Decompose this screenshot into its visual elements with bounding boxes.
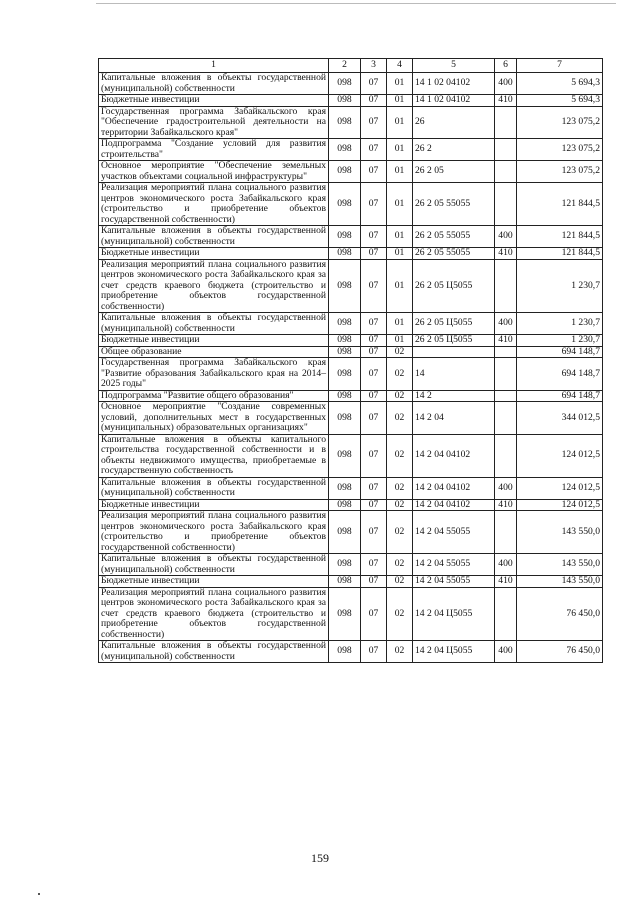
row-target-article: 14 2 04 Ц5055 [413,641,495,663]
row-section-code: 07 [361,226,387,248]
row-name: Бюджетные инвестиции [99,95,329,107]
budget-table [98,58,603,663]
table-row [99,95,603,107]
row-expense-type: 410 [495,95,517,107]
row-subsection-code: 01 [387,161,413,183]
row-subsection-code: 01 [387,139,413,161]
row-expense-type [495,346,517,358]
row-expense-type: 410 [495,335,517,347]
row-target-article: 14 1 02 04102 [413,73,495,95]
row-expense-type [495,139,517,161]
row-amount: 123 075,2 [517,161,603,183]
row-expense-type [495,434,517,477]
row-section-code: 07 [361,248,387,260]
row-target-article: 26 2 05 [413,161,495,183]
row-subsection-code: 02 [387,358,413,391]
row-amount: 5 694,3 [517,73,603,95]
row-section-code: 07 [361,576,387,588]
header-col-2: 2 [329,59,361,73]
row-ministry-code: 098 [329,95,361,107]
table-row [99,313,603,335]
row-ministry-code: 098 [329,183,361,226]
row-amount: 76 450,0 [517,587,603,641]
row-target-article: 26 2 05 Ц5055 [413,259,495,313]
table-row [99,390,603,402]
row-ministry-code: 098 [329,358,361,391]
row-subsection-code: 01 [387,226,413,248]
row-expense-type [495,106,517,139]
row-expense-type: 410 [495,248,517,260]
table-row [99,161,603,183]
table-row [99,511,603,554]
row-name: Государственная программа Забайкальского края "Обеспечение градостроительной деятельности на территории Забайкальского края" [99,106,329,139]
row-expense-type [495,183,517,226]
table-row [99,335,603,347]
row-target-article: 14 2 04 04102 [413,477,495,499]
row-amount: 1 230,7 [517,259,603,313]
row-target-article: 26 2 05 Ц5055 [413,313,495,335]
row-ministry-code: 098 [329,248,361,260]
row-amount: 344 012,5 [517,402,603,435]
row-name: Капитальные вложения в объекты государственной (муниципальной) собственности [99,226,329,248]
row-ministry-code: 098 [329,346,361,358]
row-amount: 143 550,0 [517,576,603,588]
row-section-code: 07 [361,259,387,313]
row-section-code: 07 [361,346,387,358]
row-name: Общее образование [99,346,329,358]
row-ministry-code: 098 [329,73,361,95]
table-row [99,576,603,588]
row-amount: 1 230,7 [517,313,603,335]
table-row [99,259,603,313]
row-amount: 123 075,2 [517,106,603,139]
row-subsection-code: 01 [387,183,413,226]
row-target-article: 26 2 05 55055 [413,183,495,226]
row-section-code: 07 [361,434,387,477]
row-target-article: 14 [413,358,495,391]
row-name: Капитальные вложения в объекты государственной (муниципальной) собственности [99,313,329,335]
row-amount: 5 694,3 [517,95,603,107]
row-name: Основное мероприятие "Создание современных условий, дополнительных мест в государственных (муниципальных) образовательных организациях" [99,402,329,435]
scan-speck [38,893,40,895]
row-ministry-code: 098 [329,139,361,161]
table-row [99,641,603,663]
row-subsection-code: 01 [387,248,413,260]
row-expense-type: 400 [495,554,517,576]
row-subsection-code: 02 [387,576,413,588]
row-target-article: 14 2 04 [413,402,495,435]
row-expense-type: 400 [495,641,517,663]
row-subsection-code: 01 [387,335,413,347]
row-ministry-code: 098 [329,587,361,641]
row-subsection-code: 02 [387,511,413,554]
row-name: Капитальные вложения в объекты государственной (муниципальной) собственности [99,477,329,499]
table-row [99,554,603,576]
row-amount: 694 148,7 [517,358,603,391]
row-section-code: 07 [361,477,387,499]
page-number: 159 [311,851,329,865]
table-row [99,73,603,95]
header-col-6: 6 [495,59,517,73]
row-ministry-code: 098 [329,335,361,347]
row-subsection-code: 02 [387,434,413,477]
header-col-1: 1 [99,59,329,73]
row-section-code: 07 [361,641,387,663]
row-amount: 121 844,5 [517,183,603,226]
table-body [99,73,603,663]
row-name: Капитальные вложения в объекты государственной (муниципальной) собственности [99,554,329,576]
row-name: Подпрограмма "Развитие общего образования" [99,390,329,402]
row-subsection-code: 02 [387,554,413,576]
row-subsection-code: 02 [387,499,413,511]
row-target-article: 26 [413,106,495,139]
table-row [99,499,603,511]
row-section-code: 07 [361,161,387,183]
header-col-5: 5 [413,59,495,73]
row-subsection-code: 01 [387,95,413,107]
row-section-code: 07 [361,511,387,554]
row-expense-type: 400 [495,73,517,95]
table-row [99,346,603,358]
table-row [99,248,603,260]
row-subsection-code: 02 [387,477,413,499]
row-section-code: 07 [361,73,387,95]
row-ministry-code: 098 [329,313,361,335]
row-subsection-code: 02 [387,402,413,435]
row-target-article: 14 2 04 04102 [413,434,495,477]
row-amount: 124 012,5 [517,499,603,511]
table-row [99,402,603,435]
row-section-code: 07 [361,390,387,402]
row-subsection-code: 01 [387,106,413,139]
row-target-article: 14 2 04 55055 [413,554,495,576]
header-col-3: 3 [361,59,387,73]
row-expense-type: 410 [495,499,517,511]
row-target-article: 14 2 04 Ц5055 [413,587,495,641]
row-section-code: 07 [361,335,387,347]
row-subsection-code: 02 [387,641,413,663]
row-amount: 694 148,7 [517,346,603,358]
row-ministry-code: 098 [329,576,361,588]
row-section-code: 07 [361,402,387,435]
row-subsection-code: 01 [387,73,413,95]
table-row [99,139,603,161]
top-edge-line [96,3,616,4]
row-ministry-code: 098 [329,106,361,139]
row-target-article: 26 2 05 Ц5055 [413,335,495,347]
row-amount: 124 012,5 [517,477,603,499]
table-row [99,183,603,226]
row-name: Реализация мероприятий плана социального развития центров экономического роста Забайкальского края (строительство и приобретение объектов государственной собственности) [99,511,329,554]
row-ministry-code: 098 [329,499,361,511]
row-name: Бюджетные инвестиции [99,248,329,260]
row-section-code: 07 [361,95,387,107]
header-col-7: 7 [517,59,603,73]
row-expense-type [495,587,517,641]
row-section-code: 07 [361,183,387,226]
row-subsection-code: 02 [387,346,413,358]
row-name: Основное мероприятие "Обеспечение земельных участков объектами социальной инфраструктуры" [99,161,329,183]
row-ministry-code: 098 [329,434,361,477]
row-subsection-code: 01 [387,313,413,335]
row-ministry-code: 098 [329,554,361,576]
row-name: Реализация мероприятий плана социального развития центров экономического роста Забайкальского края за счет средств краевого бюджета (строительство и приобретение объектов государственной собственности) [99,587,329,641]
row-ministry-code: 098 [329,402,361,435]
table-row [99,358,603,391]
row-expense-type [495,358,517,391]
row-amount: 143 550,0 [517,554,603,576]
row-name: Капитальные вложения в объекты государственной (муниципальной) собственности [99,73,329,95]
row-target-article: 26 2 [413,139,495,161]
row-target-article: 14 2 04 55055 [413,576,495,588]
row-amount: 124 012,5 [517,434,603,477]
row-target-article: 26 2 05 55055 [413,226,495,248]
table-row [99,434,603,477]
header-col-4: 4 [387,59,413,73]
table-row [99,587,603,641]
row-amount: 121 844,5 [517,226,603,248]
row-name: Подпрограмма "Создание условий для развития строительства" [99,139,329,161]
row-amount: 143 550,0 [517,511,603,554]
row-name: Капитальные вложения в объекты государственной (муниципальной) собственности [99,641,329,663]
row-target-article [413,346,495,358]
row-amount: 121 844,5 [517,248,603,260]
row-ministry-code: 098 [329,390,361,402]
row-expense-type [495,259,517,313]
row-expense-type: 400 [495,313,517,335]
row-subsection-code: 01 [387,259,413,313]
row-subsection-code: 02 [387,390,413,402]
row-name: Реализация мероприятий плана социального развития центров экономического роста Забайкальского края (строительство и приобретение объектов государственной собственности) [99,183,329,226]
row-expense-type [495,161,517,183]
row-target-article: 14 2 04 04102 [413,499,495,511]
table-row [99,106,603,139]
row-name: Реализация мероприятий плана социального развития центров экономического роста Забайкальского края за счет средств краевого бюджета (строительство и приобретение объектов государственной собственности) [99,259,329,313]
row-target-article: 14 2 [413,390,495,402]
table-row [99,477,603,499]
row-ministry-code: 098 [329,226,361,248]
row-subsection-code: 02 [387,587,413,641]
row-ministry-code: 098 [329,511,361,554]
row-ministry-code: 098 [329,259,361,313]
row-section-code: 07 [361,554,387,576]
row-ministry-code: 098 [329,161,361,183]
row-name: Бюджетные инвестиции [99,335,329,347]
row-name: Бюджетные инвестиции [99,576,329,588]
row-amount: 1 230,7 [517,335,603,347]
row-expense-type [495,402,517,435]
table-row [99,226,603,248]
row-expense-type: 400 [495,226,517,248]
row-name: Бюджетные инвестиции [99,499,329,511]
row-expense-type: 400 [495,477,517,499]
row-target-article: 14 2 04 55055 [413,511,495,554]
row-target-article: 14 1 02 04102 [413,95,495,107]
row-target-article: 26 2 05 55055 [413,248,495,260]
row-expense-type [495,511,517,554]
row-section-code: 07 [361,139,387,161]
row-ministry-code: 098 [329,477,361,499]
table-header-row [99,59,603,73]
row-section-code: 07 [361,313,387,335]
row-section-code: 07 [361,358,387,391]
row-name: Государственная программа Забайкальского края "Развитие образования Забайкальского края на 2014–2025 годы" [99,358,329,391]
row-section-code: 07 [361,499,387,511]
row-ministry-code: 098 [329,641,361,663]
row-amount: 694 148,7 [517,390,603,402]
row-name: Капитальные вложения в объекты капитального строительства государственной собственности и в объекты недвижимого имущества, приобретаемые в государственную собственность [99,434,329,477]
row-expense-type: 410 [495,576,517,588]
row-amount: 76 450,0 [517,641,603,663]
row-amount: 123 075,2 [517,139,603,161]
row-section-code: 07 [361,106,387,139]
row-section-code: 07 [361,587,387,641]
row-expense-type [495,390,517,402]
